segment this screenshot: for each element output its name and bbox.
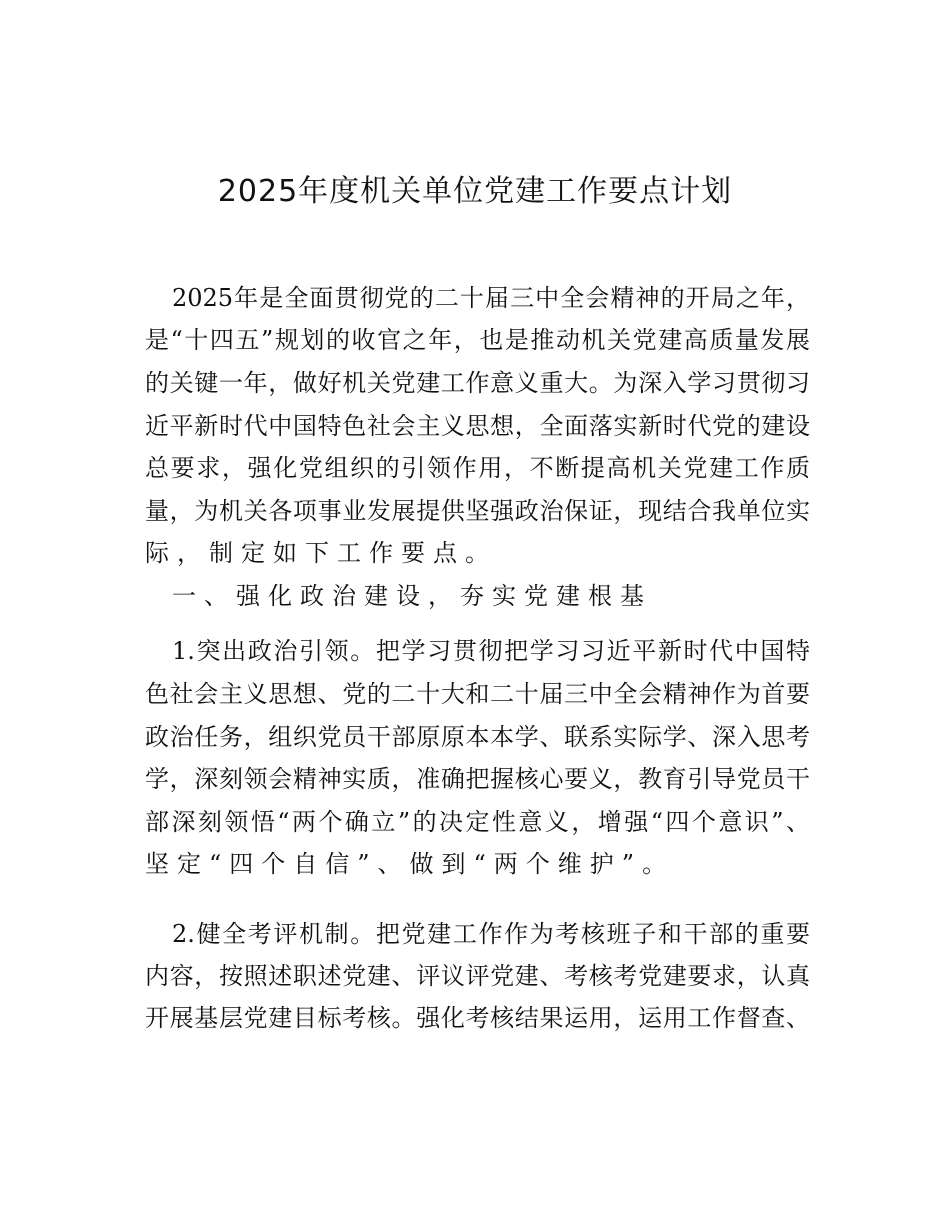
text-line: 是“十四五”规划的收官之年，也是推动机关党建高质量发展 (145, 326, 810, 354)
text-line: 1.突出政治引领。把学习贯彻把学习习近平新时代中国特 (172, 637, 810, 665)
text-line: 量，为机关各项事业发展提供坚强政治保证，现结合我单位实 (145, 497, 810, 525)
text-line: 2025年是全面贯彻党的二十届三中全会精神的开局之年， (172, 284, 810, 312)
text-line: 际，制定如下工作要点。 (145, 539, 497, 567)
document-title: 2025年度机关单位党建工作要点计划 (217, 174, 733, 209)
text-line: 2.健全考评机制。把党建工作作为考核班子和干部的重要 (172, 920, 810, 948)
text-line: 近平新时代中国特色社会主义思想，全面落实新时代党的建设 (145, 412, 810, 440)
text-line: 开展基层党建目标考核。强化考核结果运用，运用工作督查、 (145, 1004, 810, 1032)
text-line: 学，深刻领会精神实质，准确把握核心要义，教育引导党员干 (145, 765, 810, 793)
text-line: 政治任务，组织党员干部原原本本学、联系实际学、深入思考 (145, 723, 810, 751)
section-heading: 一、强化政治建设，夯实党建根基 (172, 582, 652, 610)
text-line: 内容，按照述职述党建、评议评党建、考核考党建要求，认真 (145, 962, 810, 990)
text-line: 部深刻领悟“两个确立”的决定性意义，增强“四个意识”、 (145, 808, 810, 836)
text-line: 色社会主义思想、党的二十大和二十届三中全会精神作为首要 (145, 680, 810, 708)
text-line: 坚定“四个自信”、做到“两个维护”。 (145, 850, 675, 878)
text-line: 总要求，强化党组织的引领作用，不断提高机关党建工作质 (145, 454, 810, 482)
text-line: 的关键一年，做好机关党建工作意义重大。为深入学习贯彻习 (145, 369, 810, 397)
